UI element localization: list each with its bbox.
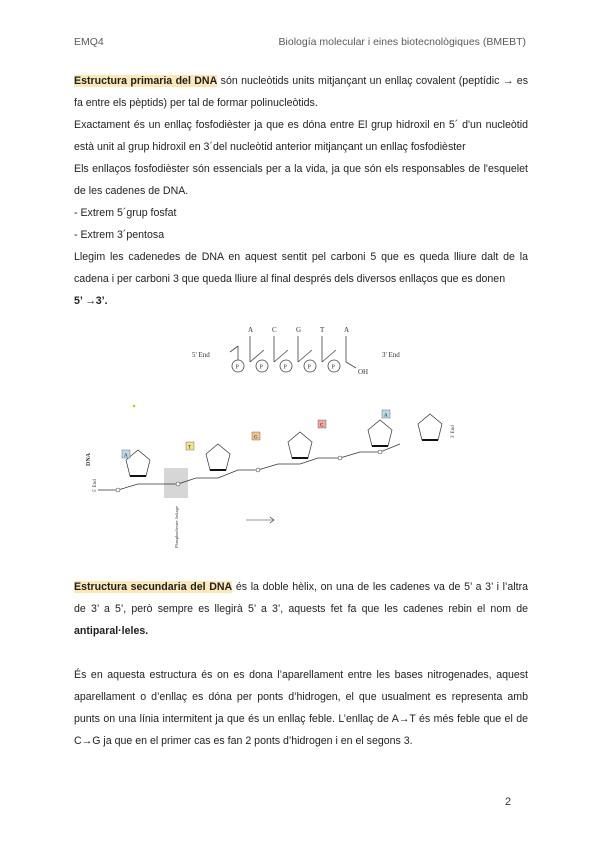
paragraph-reading-direction bbox=[74, 246, 528, 290]
base-G: G bbox=[296, 326, 302, 334]
base-box-label-2: T bbox=[188, 445, 192, 451]
chain-5-end-label: 5' End bbox=[93, 479, 98, 492]
paragraph-double-helix bbox=[74, 576, 528, 642]
oxygen-atom-circles bbox=[116, 450, 382, 492]
paragraph-phosphodiester: Exactament és un enllaç fosfodièster ja que es dóna entre El grup hidroxil en 5´ d'un nucleòtid està unit al grup hidroxil en 3´del nucleòtid anterior mitjançant un enllaç fosfodièster bbox=[74, 119, 528, 153]
base-A1: A bbox=[248, 326, 254, 334]
phosphate-p4: P bbox=[307, 364, 311, 371]
chain-3-end-label: 3' End bbox=[451, 425, 456, 438]
base-T: T bbox=[320, 326, 325, 334]
reading-direction-bold: 5’ →3’. bbox=[74, 295, 108, 307]
phosphate-p3: P bbox=[283, 364, 287, 371]
page-number: 2 bbox=[505, 796, 512, 808]
intro-text: són nucleòtids units mitjançant un enllaç covalent (peptídic → es fa entre els pèptids) per tal de formar polinucleòtids. bbox=[74, 75, 528, 109]
base-box-label-4: C bbox=[320, 423, 324, 429]
list-item-5-end: - Extrem 5´grup fosfat bbox=[74, 207, 177, 219]
page-header bbox=[74, 36, 526, 52]
dna-side-label: DNA bbox=[86, 453, 92, 466]
list-item-3-end: - Extrem 3´pentosa bbox=[74, 229, 165, 241]
reading-direction-text: Llegim les cadenedes de DNA en aquest sentit pel carboni 5 que es queda lliure dalt de la cadena i per carboni 3 que queda lliure al final després dels diversos enllaços que es donen bbox=[74, 251, 528, 285]
base-A2: A bbox=[344, 326, 350, 334]
paragraph-intro bbox=[74, 70, 528, 114]
section-secondary-structure bbox=[74, 576, 528, 752]
paragraph-spacer bbox=[74, 642, 528, 664]
double-helix-text: és la doble hèlix, on una de les cadenes va de 5’ a 3’ i l’altra de 3’ a 5’, però sempre es llegirà 5’ a 3’, aquests fet fa que les cadenes rebin el nom de bbox=[74, 581, 528, 615]
paragraph-base-pairing: És en aquesta estructura és on es dona l’aparellament entre les bases nitrogenades, aquest aparellament o d’enllaç es dóna per ponts d’hidrogen, el que usualment es representa amb punts on una línia intermitent ja que és un enllaç feble. L’enllaç de A→T és més feble que el de C→G ja que en el primer cas es fan 2 ponts d’hidrogen i en el segons 3. bbox=[74, 669, 528, 747]
phosphate-p1: P bbox=[235, 364, 239, 371]
base-C: C bbox=[272, 326, 277, 334]
base-box-label-5: A bbox=[384, 413, 388, 419]
dna-chemical-structure-diagram bbox=[78, 398, 478, 558]
phosphate-p2: P bbox=[259, 364, 263, 371]
heading-secondary-structure: Estructura secundaria del DNA bbox=[74, 581, 233, 593]
hydroxyl-label: OH bbox=[358, 368, 369, 376]
phosphate-p5: P bbox=[331, 364, 335, 371]
heading-primary-structure: Estructura primaria del DNA bbox=[74, 75, 218, 87]
base-box-label-1: A bbox=[124, 453, 128, 459]
dna-strand-schematic bbox=[190, 322, 420, 382]
section-primary-structure bbox=[74, 70, 528, 312]
base-box-label-3: G bbox=[254, 435, 258, 441]
phosphodiester-linkage-label: Phosphodiester linkage bbox=[174, 506, 179, 548]
backbone-lines bbox=[98, 414, 442, 490]
header-course-title: Biología molecular i eines biotecnològiques (BMEBT) bbox=[278, 36, 526, 48]
paragraph-essential: Els enllaços fosfodièster són essencials per a la vida, ja que són els responsables de l'esquelet de les cadenes de DNA. bbox=[74, 163, 528, 197]
header-course-code: EMQ4 bbox=[74, 36, 104, 48]
strand-3-end-label: 3' End bbox=[382, 351, 400, 359]
yellow-dot-marker bbox=[133, 405, 135, 407]
antiparallel-term: antiparal·leles. bbox=[74, 625, 149, 637]
direction-arrow bbox=[246, 517, 274, 523]
strand-5-end-label: 5' End bbox=[192, 351, 210, 359]
